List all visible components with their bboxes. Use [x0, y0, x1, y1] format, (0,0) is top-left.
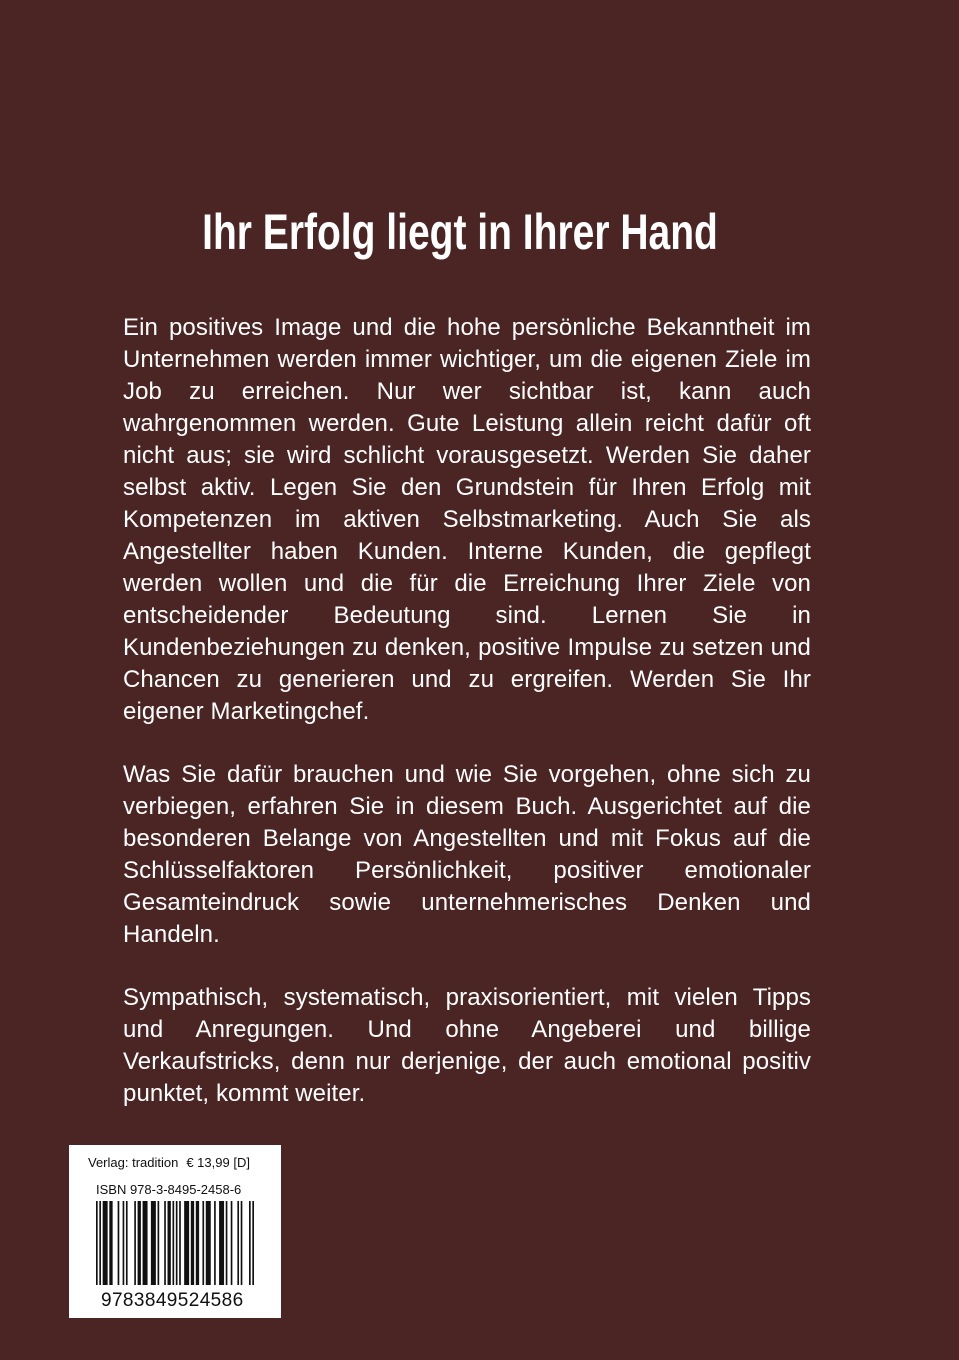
barcode-bar — [241, 1201, 243, 1285]
barcode-label — [69, 1145, 281, 1318]
barcode-bar — [184, 1201, 189, 1285]
barcode-bar — [158, 1201, 160, 1285]
price: € 13,99 [D] — [186, 1155, 250, 1170]
barcode-bar — [191, 1201, 194, 1285]
barcode-bar — [226, 1201, 228, 1285]
barcode-bar — [202, 1201, 204, 1285]
cover-title: Ihr Erfolg liegt in Ihrer Hand — [202, 204, 718, 260]
blurb-paragraph-3: Sympathisch, systematisch, praxisorientiert, mit vielen Tipps und Anregungen. Und ohne Angeberei und billige Verkaufstricks, denn nur derjenige, der auch emotional positiv punktet, kommt weiter. — [123, 984, 811, 1107]
barcode-bar — [214, 1201, 216, 1285]
barcode-bar — [164, 1201, 166, 1285]
barcode-bar — [173, 1201, 175, 1285]
blurb-text — [123, 312, 811, 1141]
barcode-bar — [176, 1201, 178, 1285]
barcode-bar — [109, 1201, 112, 1285]
barcode-bar — [103, 1201, 108, 1285]
barcode-bar — [179, 1201, 181, 1285]
blurb-paragraph-1: Ein positives Image und die hohe persönliche Bekanntheit im Unternehmen werden immer wichtiger, um die eigenen Ziele im Job zu erreichen. Nur wer sichtbar ist, kann auch wahrgenommen werden. Gute Leistung allein reicht dafür oft nicht aus; sie wird schlicht vorausgesetzt. Werden Sie daher selbst aktiv. Legen Sie den Grundstein für Ihren Erfolg mit Kompetenzen im aktiven Selbstmarketing. Auch Sie als Angestellter haben Kunden. Interne Kunden, die gepflegt werden wollen und die für die Erreichung Ihrer Ziele von entscheidender Bedeutung sind. Lernen Sie in Kundenbeziehungen zu denken, positive Impulse zu setzen und Chancen zu generieren und zu ergreifen. Werden Sie Ihr eigener Marketingchef. — [123, 314, 811, 725]
barcode-bar — [123, 1201, 125, 1285]
ean-digits: 9783849524586 — [101, 1290, 244, 1311]
barcode-bar — [237, 1201, 239, 1285]
barcode-bar — [96, 1201, 98, 1285]
publisher-price-line — [88, 1155, 250, 1171]
blurb-paragraph-2: Was Sie dafür brauchen und wie Sie vorgehen, ohne sich zu verbiegen, erfahren Sie in diesem Buch. Ausgerichtet auf die besonderen Belange von Angestellten und mit Fokus auf die Schlüsselfaktoren Persönlichkeit, positiver emotionaler Gesamteindruck sowie unternehmerisches Denken und Handeln. — [123, 761, 811, 948]
barcode-bar — [138, 1201, 141, 1285]
barcode-bar — [231, 1201, 233, 1285]
barcode-bar — [219, 1201, 224, 1285]
barcode-bar — [151, 1201, 156, 1285]
isbn-number: ISBN 978-3-8495-2458-6 — [96, 1182, 242, 1197]
barcode-bar — [143, 1201, 148, 1285]
barcode-bar — [252, 1201, 254, 1285]
barcode-bar — [118, 1201, 120, 1285]
barcode-graphic — [96, 1201, 254, 1285]
barcode-bar — [168, 1201, 171, 1285]
publisher-name: Verlag: tradition — [88, 1155, 179, 1170]
barcode-bar — [126, 1201, 128, 1285]
barcode-bar — [134, 1201, 136, 1285]
barcode-bar — [249, 1201, 251, 1285]
barcode-bar — [196, 1201, 199, 1285]
barcode-bar — [206, 1201, 211, 1285]
barcode-bar — [99, 1201, 101, 1285]
